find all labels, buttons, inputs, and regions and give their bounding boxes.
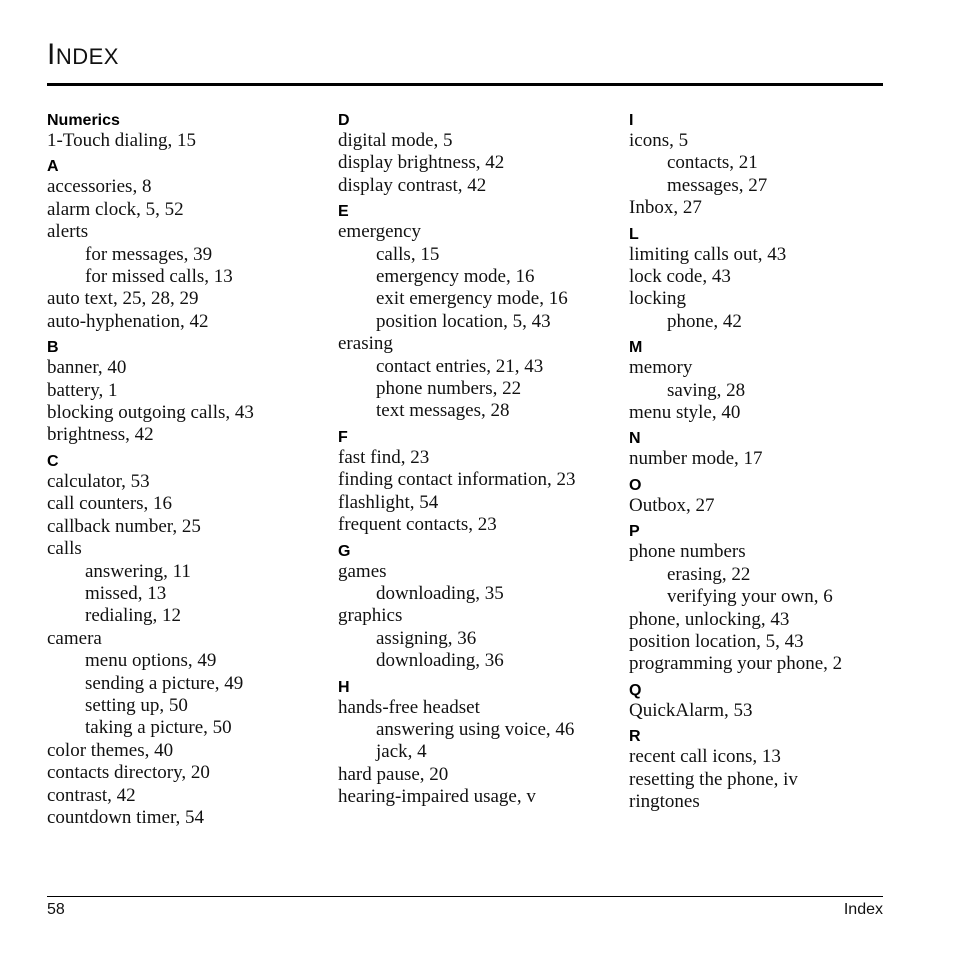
index-entry: calls xyxy=(47,538,82,560)
section-heading: Numerics xyxy=(47,112,120,129)
index-subentry: contact entries, 21, 43 xyxy=(376,355,544,377)
index-entry: camera xyxy=(47,627,102,649)
index-subentry: jack, 4 xyxy=(376,741,427,763)
footer-section-label: Index xyxy=(843,901,883,918)
section-heading: D xyxy=(338,112,350,129)
index-section xyxy=(47,339,332,447)
index-entry: finding contact information, 23 xyxy=(338,469,576,491)
section-heading: Q xyxy=(629,681,642,699)
index-entry: Inbox, 27 xyxy=(629,197,702,219)
index-entry: calculator, 53 xyxy=(47,470,150,492)
index-section xyxy=(629,430,914,470)
index-entry: emergency xyxy=(338,221,421,243)
index-subentry: for messages, 39 xyxy=(85,243,213,265)
index-subentry: redialing, 12 xyxy=(85,605,182,627)
index-entry: Outbox, 27 xyxy=(629,494,715,516)
index-section xyxy=(629,728,914,813)
index-entry: contacts directory, 20 xyxy=(47,762,210,784)
index-subentry: assigning, 36 xyxy=(376,627,477,649)
index-subentry: contacts, 21 xyxy=(667,152,758,174)
index-subentry: calls, 15 xyxy=(376,243,440,265)
section-heading: E xyxy=(338,203,349,221)
index-section xyxy=(338,429,623,537)
index-section xyxy=(47,158,332,333)
index-subentry: position location, 5, 43 xyxy=(376,310,551,332)
index-entry: auto text, 25, 28, 29 xyxy=(47,288,199,310)
index-section xyxy=(629,682,914,722)
index-section xyxy=(338,112,623,197)
index-entry: alerts xyxy=(47,221,89,243)
section-heading: N xyxy=(629,430,641,448)
index-entry: graphics xyxy=(338,605,403,627)
index-entry: hard pause, 20 xyxy=(338,763,449,785)
index-subentry: messages, 27 xyxy=(667,174,768,196)
index-subentry: phone, 42 xyxy=(667,310,742,332)
index-entry: alarm clock, 5, 52 xyxy=(47,198,184,220)
index-entry: memory xyxy=(629,357,693,379)
index-subentry: erasing, 22 xyxy=(667,563,751,585)
index-entry: blocking outgoing calls, 43 xyxy=(47,402,254,424)
title-divider xyxy=(47,83,883,86)
index-entry: resetting the phone, iv xyxy=(629,768,798,790)
index-entry: 1-Touch dialing, 15 xyxy=(47,130,197,151)
section-heading: F xyxy=(338,428,348,446)
index-entry: color themes, 40 xyxy=(47,739,174,761)
index-subentry: downloading, 35 xyxy=(376,582,504,604)
index-entry: number mode, 17 xyxy=(629,448,763,470)
index-entry: hearing-impaired usage, v xyxy=(338,786,536,808)
index-subentry: text messages, 28 xyxy=(376,400,510,422)
index-subentry: exit emergency mode, 16 xyxy=(376,288,568,310)
section-heading: I xyxy=(629,112,634,129)
section-heading: O xyxy=(629,476,642,494)
index-entry: phone numbers xyxy=(629,541,746,563)
index-entry: call counters, 16 xyxy=(47,493,173,515)
index-subentry: sending a picture, 49 xyxy=(85,672,244,694)
section-heading: P xyxy=(629,523,640,541)
page-title-initial: I xyxy=(47,38,56,71)
index-entry: lock code, 43 xyxy=(629,266,731,288)
index-entry: display brightness, 42 xyxy=(338,152,505,174)
index-section xyxy=(629,339,914,424)
index-section xyxy=(629,477,914,517)
index-subentry: menu options, 49 xyxy=(85,650,217,672)
index-subentry: for missed calls, 13 xyxy=(85,266,233,288)
index-subentry: taking a picture, 50 xyxy=(85,717,232,739)
index-entry: brightness, 42 xyxy=(47,424,154,446)
index-entry: auto-hyphenation, 42 xyxy=(47,310,209,332)
index-entry: frequent contacts, 23 xyxy=(338,514,497,536)
index-subentry: answering using voice, 46 xyxy=(376,718,575,740)
page-title xyxy=(47,40,119,70)
index-subentry: verifying your own, 6 xyxy=(667,586,833,608)
section-heading: B xyxy=(47,339,59,357)
footer-page-number: 58 xyxy=(47,901,65,918)
index-section xyxy=(629,112,914,220)
index-entry: phone, unlocking, 43 xyxy=(629,608,790,630)
index-subentry: setting up, 50 xyxy=(85,694,188,716)
index-entry: menu style, 40 xyxy=(629,402,741,424)
index-entry: banner, 40 xyxy=(47,357,127,379)
index-section xyxy=(629,523,914,675)
index-entry: display contrast, 42 xyxy=(338,174,487,196)
index-subentry: answering, 11 xyxy=(85,560,191,582)
index-entry: limiting calls out, 43 xyxy=(629,243,787,265)
section-heading: H xyxy=(338,678,350,696)
index-section xyxy=(338,679,623,809)
index-column-2 xyxy=(338,112,623,815)
index-entry: games xyxy=(338,560,387,582)
index-entry: callback number, 25 xyxy=(47,515,201,537)
index-section xyxy=(338,203,623,423)
index-entry: locking xyxy=(629,288,686,310)
index-section xyxy=(629,226,914,334)
index-subentry: downloading, 36 xyxy=(376,650,504,672)
index-subentry: saving, 28 xyxy=(667,379,746,401)
index-entry: hands-free headset xyxy=(338,696,480,718)
index-entry: ringtones xyxy=(629,790,700,812)
index-entry: countdown timer, 54 xyxy=(47,806,205,828)
index-section xyxy=(47,112,332,152)
index-entry: programming your phone, 2 xyxy=(629,653,843,675)
index-entry: battery, 1 xyxy=(47,379,118,401)
index-entry: contrast, 42 xyxy=(47,784,136,806)
index-entry: flashlight, 54 xyxy=(338,491,439,513)
index-section xyxy=(47,453,332,830)
index-entry: fast find, 23 xyxy=(338,446,430,468)
index-entry: erasing xyxy=(338,333,393,355)
index-section xyxy=(338,543,623,673)
index-column-1 xyxy=(47,112,332,835)
index-entry: position location, 5, 43 xyxy=(629,630,804,652)
section-heading: A xyxy=(47,158,59,176)
index-entry: digital mode, 5 xyxy=(338,130,453,151)
section-heading: C xyxy=(47,452,59,470)
index-entry: accessories, 8 xyxy=(47,176,152,198)
footer-divider xyxy=(47,896,883,897)
section-heading: L xyxy=(629,225,639,243)
section-heading: G xyxy=(338,542,351,560)
index-subentry: missed, 13 xyxy=(85,582,167,604)
index-subentry: phone numbers, 22 xyxy=(376,378,522,400)
index-entry: icons, 5 xyxy=(629,130,689,151)
section-heading: M xyxy=(629,339,643,357)
index-column-3 xyxy=(629,112,914,819)
page-title-rest: NDEX xyxy=(55,44,119,69)
index-subentry: emergency mode, 16 xyxy=(376,266,535,288)
index-entry: QuickAlarm, 53 xyxy=(629,699,753,721)
section-heading: R xyxy=(629,728,641,746)
index-entry: recent call icons, 13 xyxy=(629,746,781,768)
